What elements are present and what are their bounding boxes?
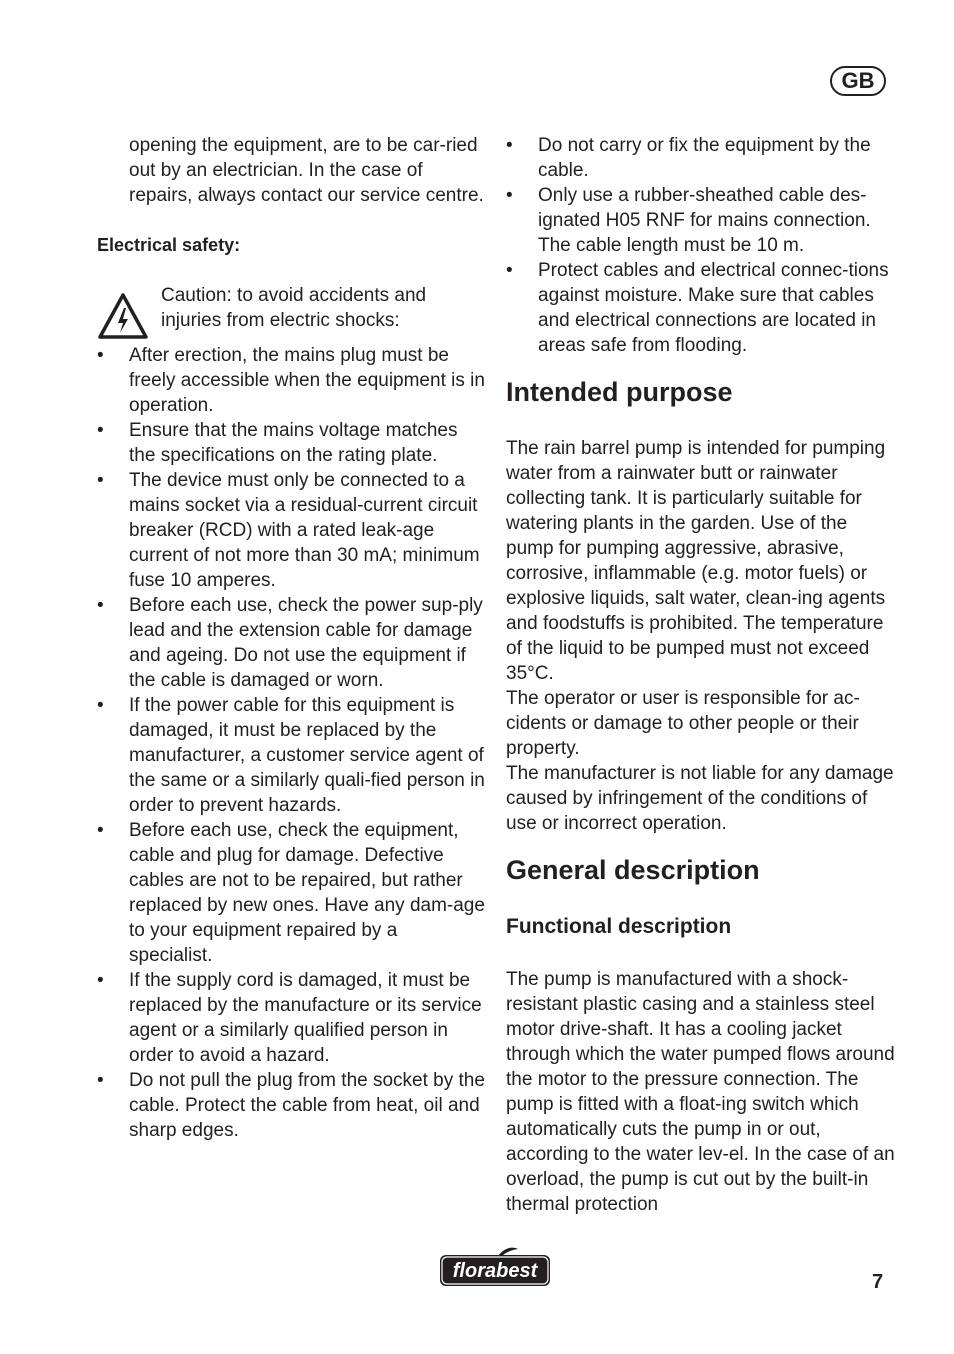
liability-paragraph: The manufacturer is not liable for any damage caused by infringement of the conditions of use or incorrect operation.: [506, 763, 894, 834]
right-bullet-list: [506, 133, 896, 358]
functional-description-paragraph: The pump is manufactured with a shock-resistant plastic casing and a stainless steel motor drive-shaft. It has a cooling jacket through which the water pumped flows around the motor to the pressure connection. The pump is fitted with a float-ing switch which automatically cuts the pump in or out, according to the water lev-el. In the case of an overload, the pump is cut out by the built-in thermal protection: [506, 969, 895, 1215]
caution-text: Caution: to avoid accidents and injuries from electric shocks:: [161, 285, 427, 331]
list-item: • Ensure that the mains voltage matches the specifications on the rating plate.: [97, 418, 485, 468]
list-item: • Do not pull the plug from the socket by the cable. Protect the cable from heat, oil and sharp edges.: [97, 1068, 485, 1143]
florabest-logo: [438, 1246, 552, 1288]
intended-purpose-heading: Intended purpose: [506, 377, 733, 407]
electrical-safety-heading: Electrical safety:: [97, 235, 241, 255]
language-badge: GB: [830, 66, 886, 96]
functional-description-heading: Functional description: [506, 915, 732, 938]
list-item: • The device must only be connected to a mains socket via a residual-current circuit breaker (RCD) with a rated leak-age current of not more than 30 mA; minimum fuse 10 amperes.: [97, 468, 485, 593]
list-item: • If the power cable for this equipment is damaged, it must be replaced by the manufacturer, a customer service agent of the same or a similarly quali-fied person in order to prevent hazards.: [97, 693, 485, 818]
list-item: • After erection, the mains plug must be freely accessible when the equipment is in operation.: [97, 343, 485, 418]
caution-block: [97, 283, 485, 343]
general-description-heading: General description: [506, 855, 760, 885]
intro-paragraph: opening the equipment, are to be car-ried out by an electrician. In the case of repairs, always contact our service centre.: [129, 135, 484, 206]
list-item: • Only use a rubber-sheathed cable des-ignated H05 RNF for mains connection. The cable length must be 10 m.: [506, 183, 896, 258]
list-item: • Do not carry or fix the equipment by the cable.: [506, 133, 896, 183]
logo-text: florabest: [452, 1260, 538, 1282]
left-column: [97, 133, 485, 1143]
intended-purpose-paragraph: The rain barrel pump is intended for pumping water from a rainwater butt or rainwater collecting tank. It is particularly suitable for watering plants in the garden. Use of the pump for pumping aggressive, abrasive, corrosive, inflammable (e.g. motor fuels) or explosive liquids, salt water, clean-ing agents and foodstuffs is prohibited. The temperature of the liquid to be pumped must not exceed 35°C.: [506, 438, 886, 684]
responsibility-paragraph: The operator or user is responsible for ac-cidents or damage to other people or their property.: [506, 688, 860, 759]
electric-warning-icon: [97, 291, 149, 343]
list-item: • Before each use, check the equipment, cable and plug for damage. Defective cables are not to be repaired, but rather replaced by new ones. Have any dam-age to your equipment repaired by a specialist.: [97, 818, 485, 968]
list-item: • If the supply cord is damaged, it must be replaced by the manufacture or its service agent or a similarly qualified person in order to avoid a hazard.: [97, 968, 485, 1068]
list-item: • Protect cables and electrical connec-tions against moisture. Make sure that cables and electrical connections are located in areas safe from flooding.: [506, 258, 896, 358]
page-number: 7: [872, 1271, 884, 1293]
right-column: [506, 133, 896, 1217]
list-item: • Before each use, check the power sup-ply lead and the extension cable for damage and ageing. Do not use the equipment if the cable is damaged or worn.: [97, 593, 485, 693]
left-bullet-list: [97, 343, 485, 1143]
